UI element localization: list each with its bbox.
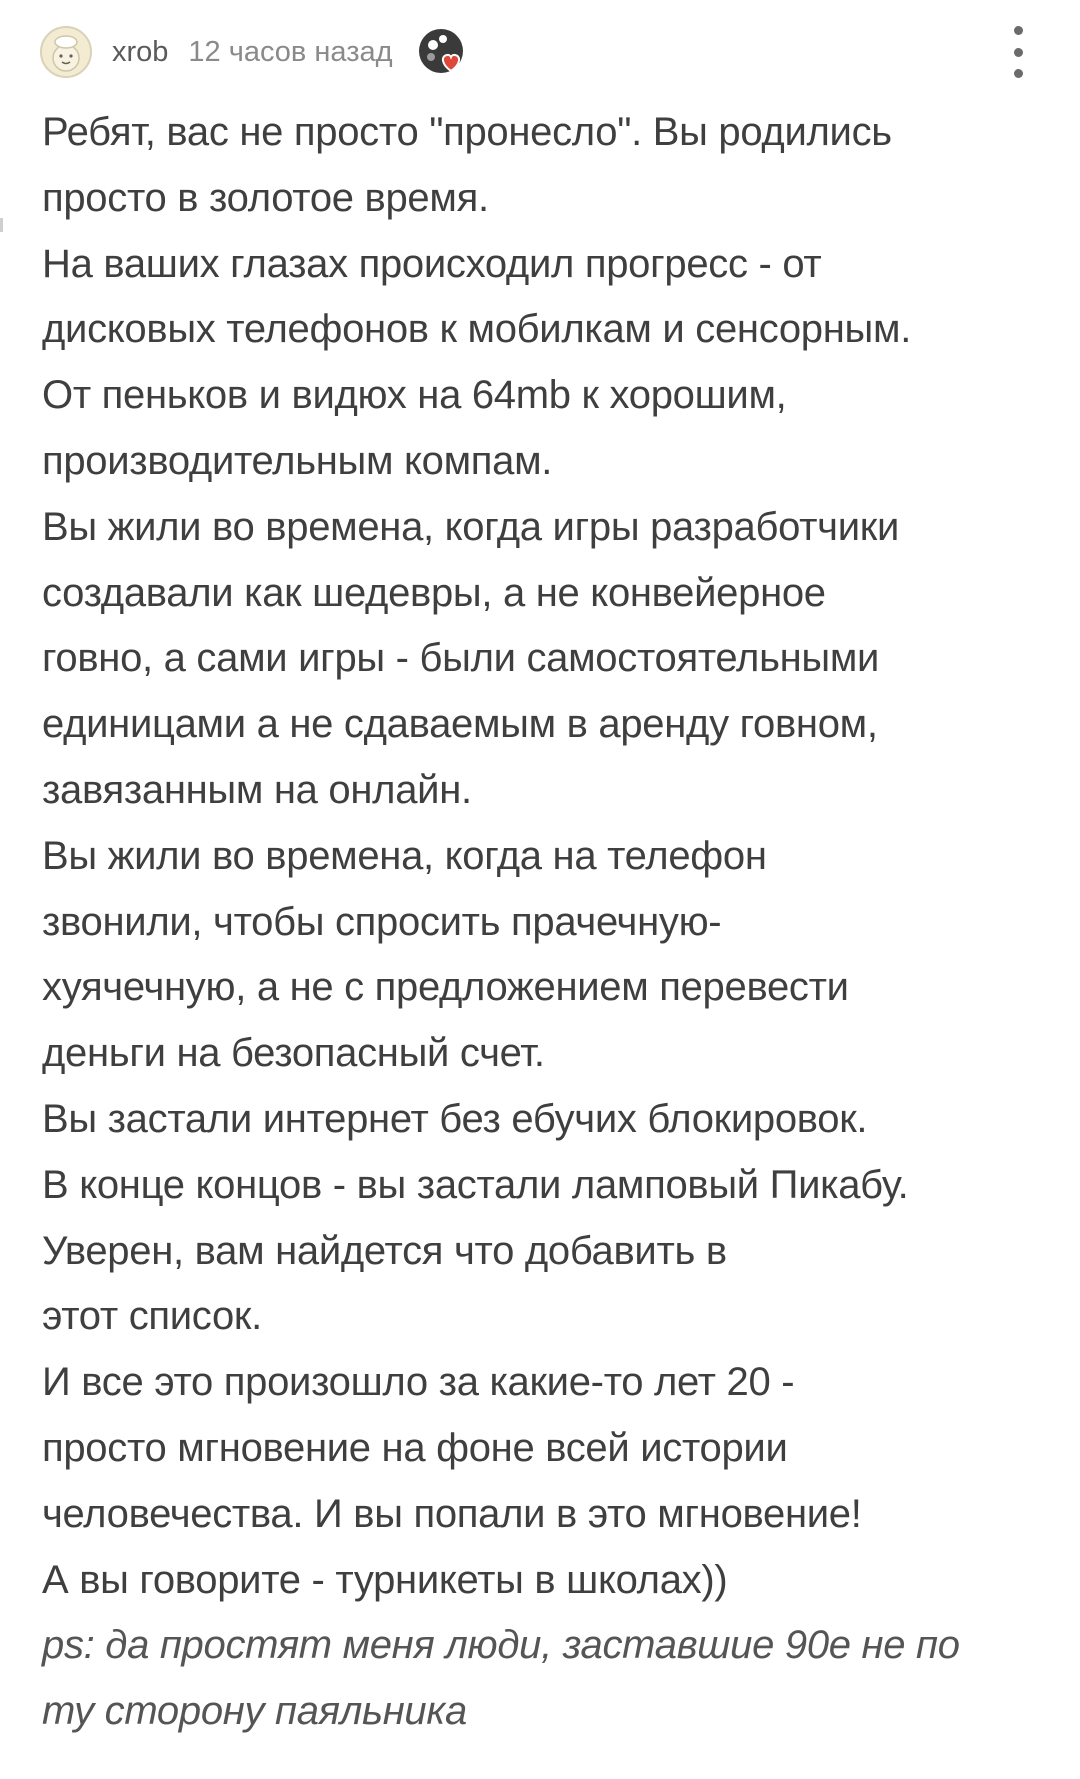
comment-line: Вы жили во времена, когда игры разработчики <box>42 504 899 549</box>
comment-line: создавали как шедевры, а не конвейерное <box>42 570 826 615</box>
comment-ps-line: ps: да простят меня люди, заставшие 90е не по <box>42 1623 960 1668</box>
comment-line: единицами а не сдаваемым в аренду говном, <box>42 702 878 747</box>
comment-line: А вы говорите - турникеты в школах)) <box>42 1557 728 1602</box>
comment-text <box>42 100 1052 1745</box>
comment-line: Вы жили во времена, когда на телефон <box>42 833 767 878</box>
comment-line: просто в золотое время. <box>42 175 489 220</box>
comment-author[interactable]: xrob <box>112 35 169 68</box>
comment-ps-line: ту сторону паяльника <box>42 1689 467 1734</box>
more-vertical-icon <box>1014 69 1023 78</box>
comment-line: деньги на безопасный счет. <box>42 1031 545 1076</box>
comment-line: звонили, чтобы спросить прачечную- <box>42 899 722 944</box>
comment-line: Ребят, вас не просто "пронесло". Вы родились <box>42 110 892 154</box>
heart-badge-icon[interactable] <box>417 25 471 79</box>
comment-line: просто мгновение на фоне всей истории <box>42 1425 788 1470</box>
user-avatar-icon[interactable] <box>40 26 92 78</box>
comment-timestamp[interactable]: 12 часов назад <box>188 35 393 68</box>
comment-line: В конце концов - вы застали ламповый Пикабу. <box>42 1162 909 1207</box>
comment-line: На ваших глазах происходил прогресс - от <box>42 241 822 286</box>
comment-line: Вы застали интернет без ебучих блокировок. <box>42 1096 868 1141</box>
comment-line: Уверен, вам найдется что добавить в <box>42 1228 727 1273</box>
more-options-button[interactable] <box>996 26 1040 78</box>
comment-line: хуячечную, а не с предложением перевести <box>42 965 849 1010</box>
comment-line: От пеньков и видюх на 64mb к хорошим, <box>42 373 787 418</box>
comment-line: производительным компам. <box>42 438 553 483</box>
comment-line: говно, а сами игры - были самостоятельными <box>42 636 880 681</box>
more-vertical-icon <box>1014 26 1023 35</box>
comment-line: дисковых телефонов к мобилкам и сенсорным. <box>42 307 912 352</box>
more-vertical-icon <box>1014 48 1023 57</box>
comment-line: человечества. И вы попали в это мгновение! <box>42 1491 862 1536</box>
scroll-edge-mark <box>0 218 3 232</box>
comment-line: завязанным на онлайн. <box>42 767 472 812</box>
comment-line: И все это произошло за какие-то лет 20 - <box>42 1360 795 1405</box>
comment-line: этот список. <box>42 1294 262 1339</box>
comment-header <box>40 22 1040 82</box>
